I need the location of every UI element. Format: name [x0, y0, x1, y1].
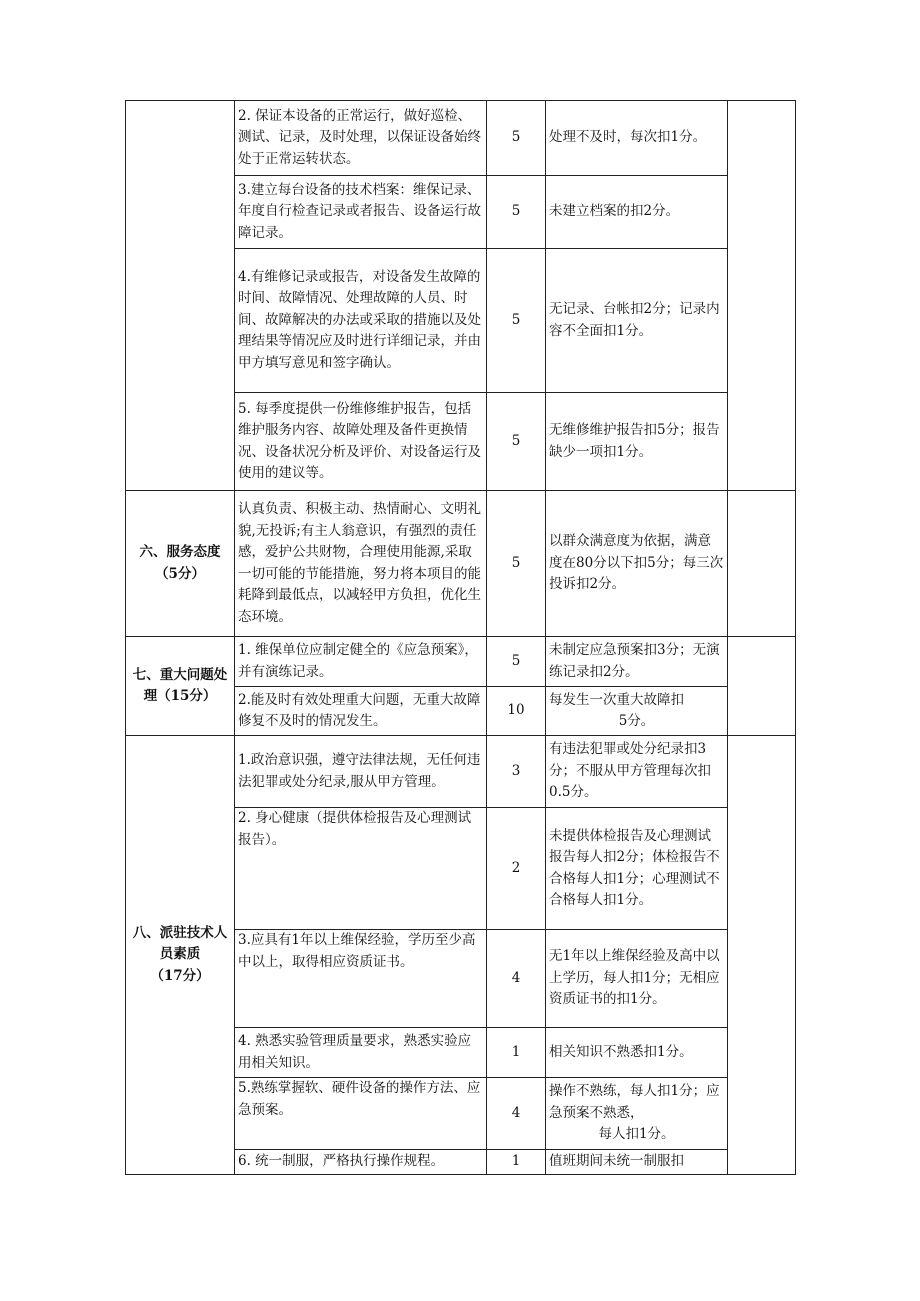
requirement-cell: 2. 保证本设备的正常运行，做好巡检、测试、记录，及时处理，以保证设备始终处于正常运转状态。	[235, 101, 487, 176]
score-cell: 1	[487, 1028, 546, 1078]
score-cell: 3	[487, 736, 546, 808]
requirement-cell: 认真负责、积极主动、热情耐心、文明礼貌,无投诉;有主人翁意识，有强烈的责任感，爱护公共财物，合理使用能源,采取一切可能的节能措施，努力将本项目的能耗降到最低点，以减轻甲方负担，优化生态环境。	[235, 491, 487, 637]
score-cell: 5	[487, 491, 546, 637]
blank-cell	[728, 491, 796, 637]
blank-cell	[728, 637, 796, 736]
deduction-rule-cell: 相关知识不熟悉扣1分。	[546, 1028, 728, 1078]
deduction-rule-cell: 有违法犯罪或处分纪录扣3分；不服从甲方管理每次扣0.5分。	[546, 736, 728, 808]
category-score: （17分）	[150, 967, 210, 984]
table-row	[126, 637, 796, 687]
deduction-rule-cell	[546, 1078, 728, 1150]
deduction-rule-cell: 无维修维护报告扣5分；报告缺少一项扣1分。	[546, 393, 728, 491]
score-cell: 4	[487, 1078, 546, 1150]
score-cell: 5	[487, 176, 546, 249]
evaluation-table	[125, 100, 796, 1175]
requirement-cell: 3.应具有1年以上维保经验，学历至少高中以上，取得相应资质证书。	[235, 930, 487, 1028]
deduction-rule-cell: 未建立档案的扣2分。	[546, 176, 728, 249]
category-title: 八、派驻技术人员素质	[132, 924, 228, 963]
deduction-rule-cell: 无1年以上维保经验及高中以上学历，每人扣1分；无相应资质证书的扣1分。	[546, 930, 728, 1028]
requirement-cell: 2. 身心健康（提供体检报告及心理测试报告）。	[235, 808, 487, 930]
requirement-cell: 4. 熟悉实验管理质量要求，熟悉实验应用相关知识。	[235, 1028, 487, 1078]
deduction-rule-cell: 未提供体检报告及心理测试报告每人扣2分；体检报告不合格每人扣1分；心理测试不合格每人扣1分。	[546, 808, 728, 930]
deduction-rule-line: 5分。	[618, 713, 655, 729]
deduction-rule-line: 操作不熟练，每人扣1分；应急预案不熟悉，	[549, 1083, 720, 1121]
requirement-cell: 1. 维保单位应制定健全的《应急预案》，并有演练记录。	[235, 637, 487, 687]
requirement-cell: 3.建立每台设备的技术档案：维保记录、年度自行检查记录或者报告、设备运行故障记录。	[235, 176, 487, 249]
category-title: 六、服务态度	[139, 544, 221, 560]
requirement-cell: 1.政治意识强，遵守法律法规，无任何违法犯罪或处分纪录,服从甲方管理。	[235, 736, 487, 808]
score-cell: 5	[487, 637, 546, 687]
category-cell	[126, 491, 235, 637]
table-row	[126, 736, 796, 808]
category-score: （5分）	[155, 565, 205, 582]
requirement-cell: 2.能及时有效处理重大问题，无重大故障修复不及时的情况发生。	[235, 687, 487, 736]
category-cell: 七、重大问题处理（15分）	[126, 637, 235, 736]
deduction-rule-cell: 以群众满意度为依据，满意度在80分以下扣5分；每三次投诉扣2分。	[546, 491, 728, 637]
score-cell: 5	[487, 249, 546, 393]
score-cell: 2	[487, 808, 546, 930]
deduction-rule-cell	[546, 687, 728, 736]
deduction-rule-line: 每发生一次重大故障扣	[549, 691, 684, 708]
table-row	[126, 491, 796, 637]
score-cell: 1	[487, 1150, 546, 1175]
deduction-rule-cell: 处理不及时，每次扣1分。	[546, 101, 728, 176]
table-row	[126, 101, 796, 176]
category-cell	[126, 101, 235, 491]
blank-cell	[728, 101, 796, 491]
requirement-cell: 5. 每季度提供一份维修维护报告，包括维护服务内容、故障处理及备件更换情况、设备状况分析及评价、对设备运行及使用的建议等。	[235, 393, 487, 491]
deduction-rule-line: 每人扣1分。	[598, 1126, 675, 1143]
deduction-rule-cell: 无记录、台帐扣2分；记录内容不全面扣1分。	[546, 249, 728, 393]
requirement-cell: 4.有维修记录或报告，对设备发生故障的时间、故障情况、处理故障的人员、时间、故障解决的办法或采取的措施以及处理结果等情况应及时进行详细记录，并由甲方填写意见和签字确认。	[235, 249, 487, 393]
deduction-rule-cell: 值班期间未统一制服扣	[546, 1150, 728, 1175]
score-cell: 4	[487, 930, 546, 1028]
requirement-cell: 5.熟练掌握软、硬件设备的操作方法、应急预案。	[235, 1078, 487, 1150]
score-cell: 5	[487, 393, 546, 491]
deduction-rule-cell: 未制定应急预案扣3分；无演练记录扣2分。	[546, 637, 728, 687]
requirement-cell: 6. 统一制服，严格执行操作规程。	[235, 1150, 487, 1175]
blank-cell	[728, 736, 796, 1175]
score-cell: 10	[487, 687, 546, 736]
category-cell	[126, 736, 235, 1175]
score-cell: 5	[487, 101, 546, 176]
